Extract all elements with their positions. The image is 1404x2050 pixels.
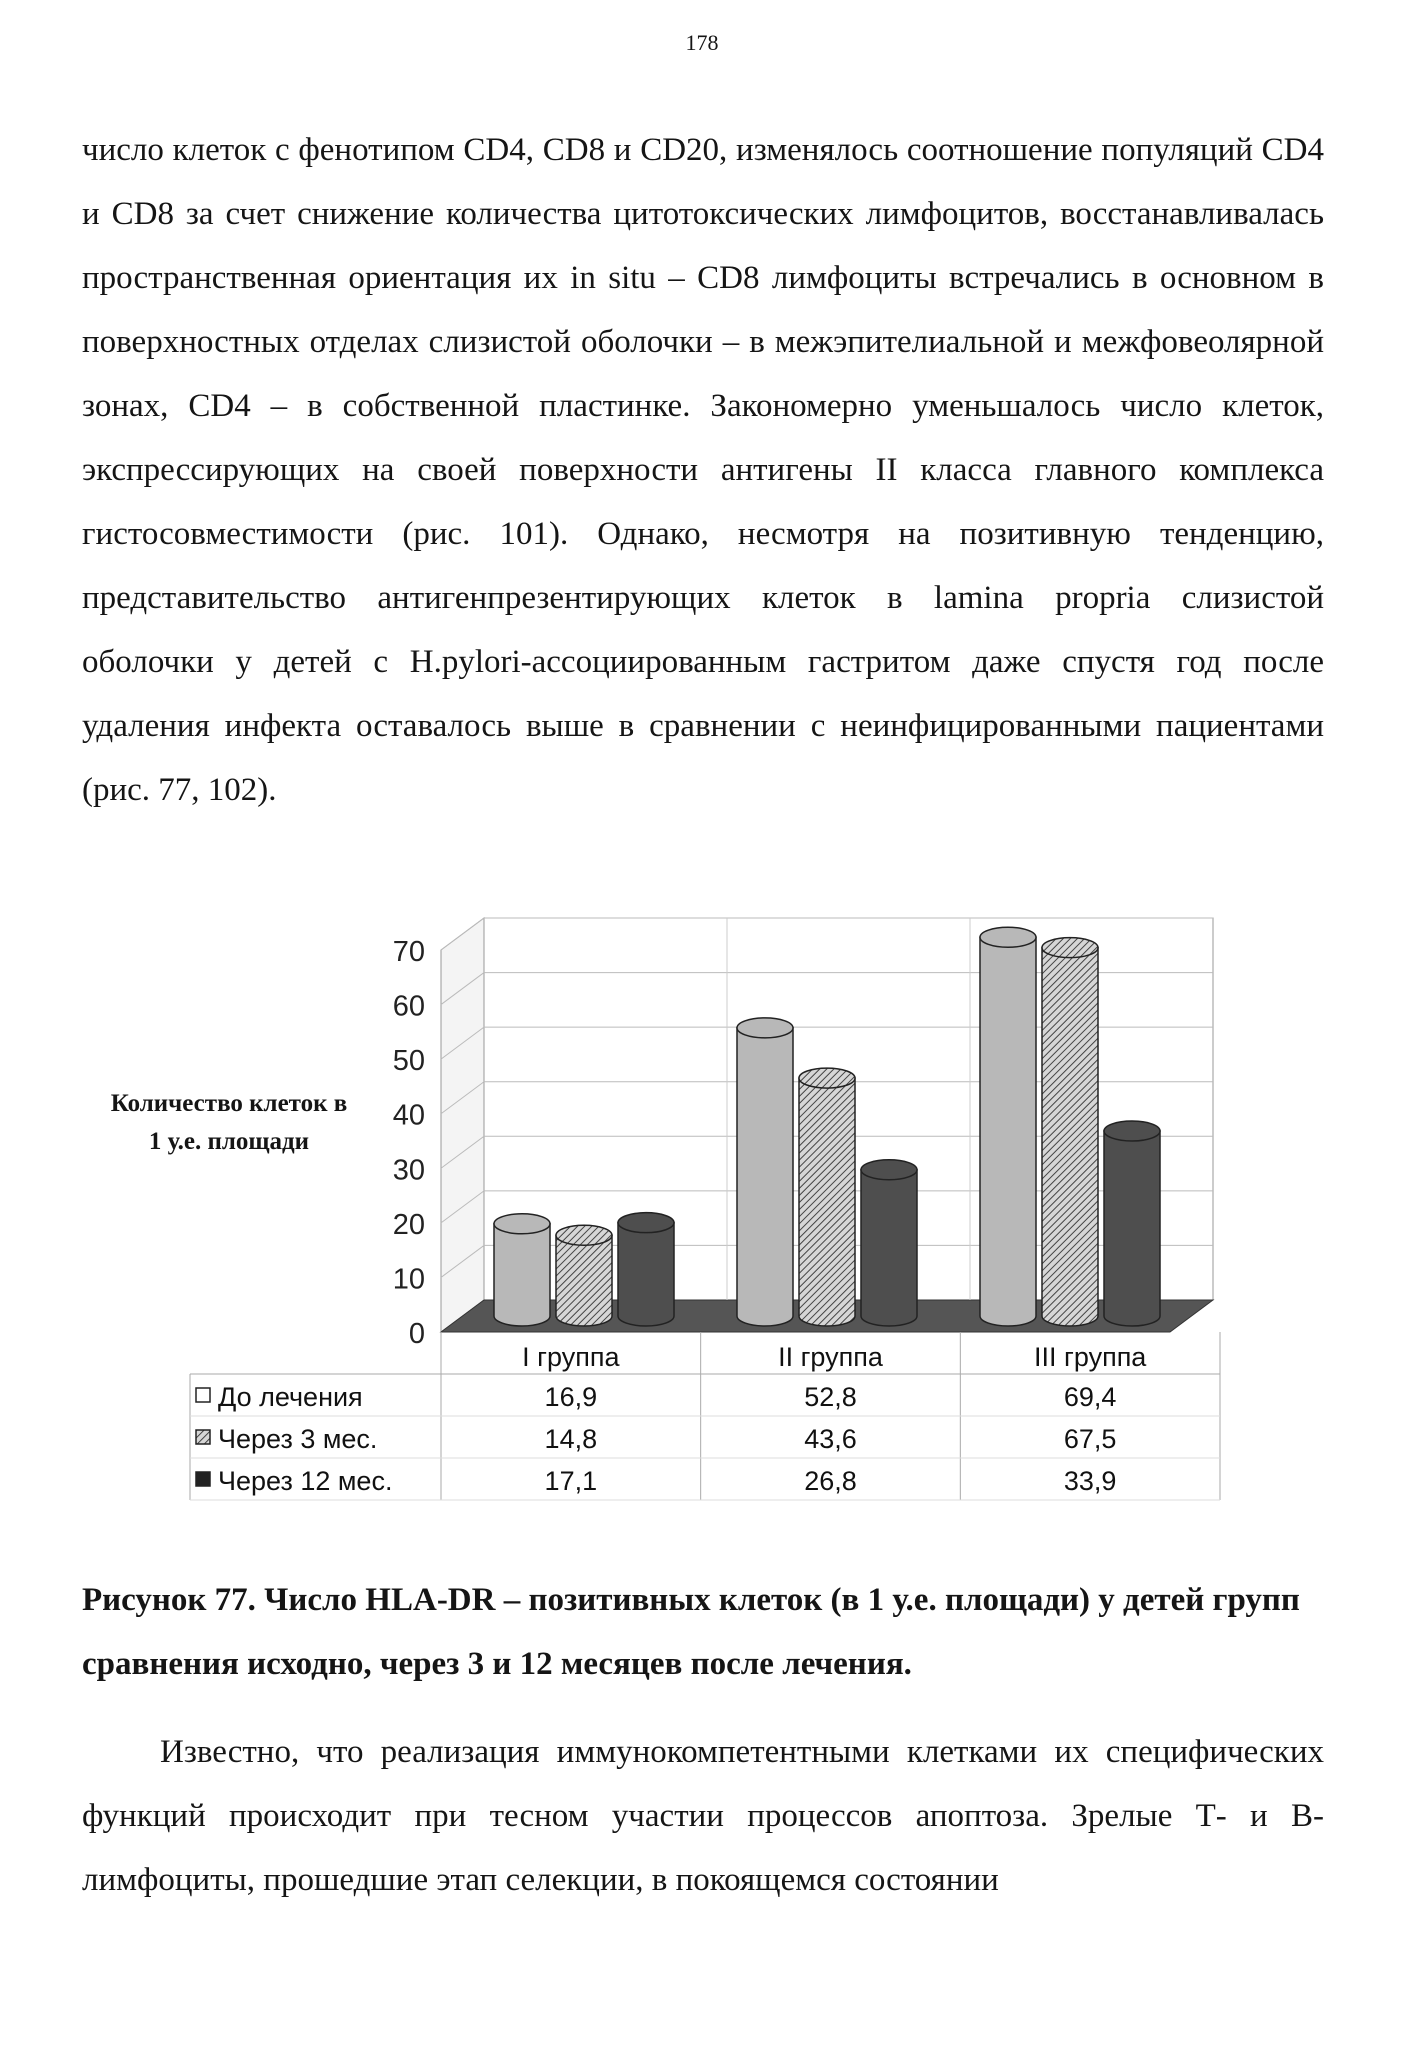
bar-3-3 bbox=[1104, 1121, 1160, 1326]
bar-body bbox=[556, 1235, 612, 1326]
bar-top bbox=[980, 927, 1036, 947]
bar-body bbox=[494, 1224, 550, 1326]
y-tick-label: 60 bbox=[392, 990, 425, 1023]
bar-top bbox=[799, 1068, 855, 1088]
data-label: 67,5 bbox=[1063, 1424, 1117, 1454]
y-axis-label: Количество клеток в 1 у.е. площади bbox=[110, 1090, 348, 1155]
x-tick-label: I группа bbox=[522, 1342, 620, 1372]
x-tick-label: III группа bbox=[1034, 1342, 1147, 1372]
y-tick-label: 50 bbox=[392, 1045, 425, 1078]
data-label: 14,8 bbox=[544, 1424, 598, 1454]
body-paragraph-top: число клеток с фенотипом CD4, CD8 и CD20, изменялось соотношение популяций CD4 и CD8 за счет снижение количества цитотоксических лимфоцитов, восстанавливалась пространственная ориентация их in situ – CD8 лимфоциты встречались в основном в поверхностных отделах слизистой оболочки – в межэпителиальной и межфовеолярной зонах, CD4 – в собственной пластинке. Закономерно уменьшалось число клеток, экспрессирующих на своей поверхности антигены II класса главного комплекса гистосовместимости (рис. 101). Однако, несмотря на позитивную тенденцию, представительство антигенпрезентирующих клеток в lamina propria слизистой оболочки у детей с H.pylori-ассоциированным гастритом даже спустя год после удаления инфекта оставалось выше в сравнении с неинфицированными пациентами (рис. 77, 102). bbox=[82, 132, 1324, 808]
data-label: 33,9 bbox=[1063, 1466, 1117, 1496]
data-label: 17,1 bbox=[544, 1466, 598, 1496]
data-label: 43,6 bbox=[804, 1424, 857, 1454]
legend-label: Через 12 мес. bbox=[218, 1466, 393, 1496]
bar-top bbox=[618, 1213, 674, 1233]
bar-3-2 bbox=[861, 1160, 917, 1326]
bar-body bbox=[737, 1028, 793, 1326]
legend-swatch bbox=[196, 1472, 210, 1486]
y-tick-label: 30 bbox=[392, 1154, 425, 1187]
bar-chart bbox=[0, 880, 1404, 1570]
bar-body bbox=[1042, 948, 1098, 1326]
bar-top bbox=[1104, 1121, 1160, 1141]
legend-swatch bbox=[196, 1430, 210, 1444]
bar-2-2 bbox=[799, 1068, 855, 1326]
bar-1-2 bbox=[737, 1018, 793, 1326]
data-label: 26,8 bbox=[804, 1466, 857, 1496]
y-tick-label: 0 bbox=[408, 1318, 425, 1350]
legend-swatch bbox=[196, 1388, 210, 1402]
y-tick-label: 10 bbox=[392, 1263, 425, 1296]
legend-label: Через 3 мес. bbox=[218, 1424, 378, 1454]
body-paragraph-bottom: Известно, что реализация иммунокомпетентными клетками их специфических функций происходит при тесном участии процессов апоптоза. Зрелые Т- и В-лимфоциты, прошедшие этап селекции, в покоящемся состоянии bbox=[82, 1734, 1324, 1898]
bar-top bbox=[737, 1018, 793, 1038]
y-tick-label: 70 bbox=[392, 936, 425, 968]
x-tick-label: II группа bbox=[778, 1342, 883, 1372]
data-label: 16,9 bbox=[544, 1382, 598, 1412]
legend-label: До лечения bbox=[218, 1382, 363, 1412]
bar-body bbox=[799, 1078, 855, 1326]
bar-3-1 bbox=[618, 1213, 674, 1326]
data-label: 52,8 bbox=[804, 1382, 857, 1412]
bar-body bbox=[618, 1223, 674, 1326]
bar-2-3 bbox=[1042, 938, 1098, 1326]
bar-top bbox=[1042, 938, 1098, 958]
bar-2-1 bbox=[556, 1225, 612, 1326]
bar-1-3 bbox=[980, 927, 1036, 1326]
bar-body bbox=[1104, 1131, 1160, 1326]
page-number: 178 bbox=[685, 30, 719, 55]
bar-body bbox=[861, 1170, 917, 1326]
figure-caption: Рисунок 77. Число HLA-DR – позитивных клеток (в 1 у.е. площади) у детей групп сравнения исходно, через 3 и 12 месяцев после лечения. bbox=[82, 1582, 1300, 1682]
data-label: 69,4 bbox=[1063, 1382, 1117, 1412]
y-tick-label: 40 bbox=[392, 1099, 425, 1132]
bar-top bbox=[556, 1225, 612, 1245]
chart-side-wall bbox=[441, 918, 484, 1332]
bar-1-1 bbox=[494, 1214, 550, 1326]
bar-top bbox=[494, 1214, 550, 1234]
bar-top bbox=[861, 1160, 917, 1180]
y-tick-label: 20 bbox=[392, 1208, 425, 1241]
bar-body bbox=[980, 937, 1036, 1326]
